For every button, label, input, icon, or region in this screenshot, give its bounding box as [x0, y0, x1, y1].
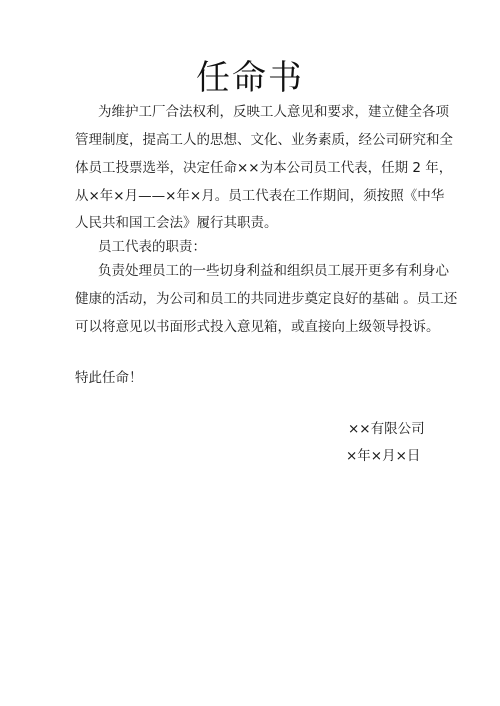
signature-company: ××有限公司 [348, 421, 425, 437]
closing-line: 特此任命！ [75, 370, 143, 386]
duties-heading: 员工代表的职责： [98, 239, 206, 255]
duties-line-1: 负责处理员工的一些切身利益和组织员工展开更多有利身心 [98, 263, 449, 279]
body-line-4: 从×年×月——×年×月。员工代表在工作期间，须按照《中华 [75, 188, 445, 204]
body-line-1: 为维护工厂合法权利，反映工人意见和要求，建立健全各项 [98, 104, 449, 120]
signature-date: ×年×月×日 [346, 448, 421, 464]
duties-line-2: 健康的活动，为公司和员工的共同进步奠定良好的基础 。员工还 [75, 291, 458, 307]
body-line-2: 管理制度，提高工人的思想、文化、业务素质，经公司研究和全 [75, 132, 453, 148]
body-line-5: 人民共和国工会法》履行其职责。 [75, 215, 278, 231]
body-line-3: 体员工投票选举，决定任命××为本公司员工代表，任期 2 年， [75, 160, 453, 176]
duties-line-3: 可以将意见以书面形式投入意见箱，或直接向上级领导投诉。 [75, 319, 440, 335]
document-title: 任命书 [196, 58, 304, 98]
